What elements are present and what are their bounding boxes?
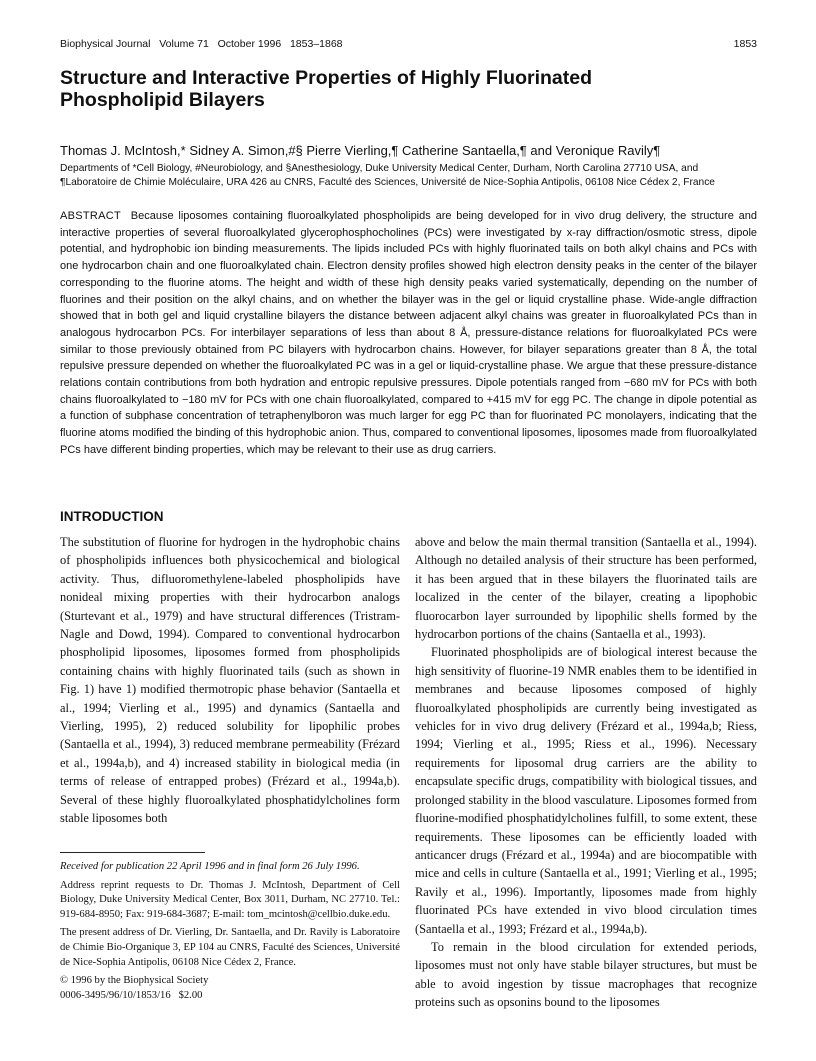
affiliations: Departments of *Cell Biology, #Neurobiology, and §Anesthesiology, Duke University Medical Center, Durham, North Carolina 27710 USA, and ¶Laboratoire de Chimie Moléculaire, URA 426 au CNRS, Faculté des Sciences, Université de Nice-Sophia Antipolis, 06108 Nice Cédex 2, France [60, 163, 715, 188]
footnotes [60, 860, 400, 1007]
reprint-address: Address reprint requests to Dr. Thomas J. McIntosh, Department of Cell Biology, Duke University Medical Center, Box 3011, Durham, NC 27710. Tel.: 919-684-8950; Fax: 919-684-3687; E-mail: tom_mcintosh@cellbio.duke.edu. [60, 879, 400, 920]
article-title: Structure and Interactive Properties of Highly Fluorinated Phospholipid Bilayers [60, 67, 593, 111]
abstract [60, 208, 757, 459]
author-list: Thomas J. McIntosh,* Sidney A. Simon,#§ Pierre Vierling,¶ Catherine Santaella,¶ and Veronique Ravily¶ [60, 143, 661, 158]
right-column [415, 533, 757, 1012]
present-address: The present address of Dr. Vierling, Dr. Santaella, and Dr. Ravily is Laboratoire de Chimie Bio-Organique 3, EP 104 au CNRS, Faculté des Sciences, Université de Nice-Sophia Antipolis, 06108 Nice Cédex 2, France. [60, 927, 400, 968]
article-code: 0006-3495/96/10/1853/16 $2.00 [60, 989, 203, 1001]
running-header [60, 38, 757, 50]
paragraph: To remain in the blood circulation for extended periods, liposomes must not only have stable bilayer structures, but must be able to avoid ingestion by tissue macrophages that recognize proteins such as opsonins bound to the liposomes [415, 939, 757, 1010]
paragraph: above and below the main thermal transition (Santaella et al., 1994). Although no detailed analysis of their structure has been performed, it has been argued that in these bilayers the fluorinated tails are localized in the center of the bilayer, creating a lipophobic fluorocarbon layer surrounded by lipophilic shells formed by the hydrocarbon portions of the chains (Santaella et al., 1993). [415, 535, 757, 642]
copyright: © 1996 by the Biophysical Society [60, 975, 209, 987]
journal-citation: Biophysical Journal Volume 71 October 1996 1853–1868 [60, 38, 343, 50]
section-heading-introduction: INTRODUCTION [60, 509, 164, 524]
page-number: 1853 [733, 38, 757, 50]
abstract-label: ABSTRACT [60, 210, 122, 222]
received-date: Received for publication 22 April 1996 and in final form 26 July 1996. [60, 861, 360, 872]
paragraph: Fluorinated phospholipids are of biological interest because the high sensitivity of fluorine-19 NMR enables them to be identified in membranes and because liposomes composed of highly fluoroalkylated phospholipids are currently being investigated as vehicles for in vivo drug delivery (Frézard et al., 1994a,b; Riess, 1994; Vierling et al., 1995; Riess et al., 1996). Necessary requirements for liposomal drug carriers are the ability to encapsulate specific drugs, compatibility with biological tissues, and prolonged stability in the blood vasculature. Liposomes formed from fluorine-modified phosphatidylcholines fulfill, to some extent, these requirements. These liposomes can be efficiently loaded with anticancer drugs (Frézard et al., 1994a) and are biocompatible with mice and cells in culture (Santaella et al., 1991; Vierling et al., 1995; Ravily et al., 1996). Importantly, liposomes made from highly fluorinated PCs have extended in vivo blood circulation times (Santaella et al., 1993; Frézard et al., 1994a,b). [415, 645, 757, 936]
footnote-divider [60, 852, 205, 853]
abstract-text: Because liposomes containing fluoroalkylated phospholipids are being developed for in vivo drug delivery, the structure and interactive properties of several fluoroalkylated glycerophosphocholines (PCs) were investigated by x-ray diffraction/osmotic stress, dipole potential, and hydrophobic ion binding measurements. The lipids included PCs with highly fluorinated tails on both alkyl chains and PCs with one hydrocarbon chain and one fluoroalkylated chain. Electron density profiles showed high electron density peaks in the center of the bilayer corresponding to the fluorine atoms. The height and width of these high density peaks varied systematically, depending on the number of fluorines and their position on the alkyl chains, and on whether the bilayer was in the gel or liquid crystalline phase. Wide-angle diffraction showed that in both gel and liquid crystalline bilayers the distance between adjacent alkyl chains was greater in fluoroalkylated PCs than in analogous hydrocarbon PCs. For interbilayer separations of less than about 8 Å, pressure-distance relations for fluoroalkylated PCs were similar to those previously obtained from PC bilayers with hydrocarbon chains. However, for bilayer separations greater than 8 Å, the total repulsive pressure depended on whether the fluoroalkylated PC was in a gel or liquid-crystalline phase. We argue that these pressure-distance relations contain contributions from both hydration and entropic repulsive pressures. Dipole potentials ranged from −680 mV for PCs with both chains fluoroalkylated to −180 mV for PCs with one chain fluoroalkylated, compared to +415 mV for egg PC. The change in dipole potential as a function of subphase concentration of tetraphenylboron was much larger for egg PC than for fluorinated PC monolayers, indicating that the fluorine atoms modified the binding of this hydrophobic anion. Thus, compared to conventional liposomes, liposomes made from fluoroalkylated PCs have different binding properties, which may be relevant to their use as drug carriers. [60, 210, 757, 456]
left-column [60, 533, 400, 828]
paragraph: The substitution of fluorine for hydrogen in the hydrophobic chains of phospholipids influences both physicochemical and biological activity. Thus, difluoromethylene-labeled phospholipids have nonideal mixing properties with their hydrocarbon analogs (Sturtevant et al., 1979) and have structural differences (Tristram-Nagle and Dowd, 1994). Compared to conventional hydrocarbon phospholipid liposomes, liposomes formed from phospholipids containing chains with highly fluorinated tails (such as shown in Fig. 1) have 1) modified thermotropic phase behavior (Santaella et al., 1994; Vierling et al., 1995) and dynamics (Santaella and Vierling, 1995), 2) reduced solubility for lipophilic probes (Santaella et al., 1994), 3) reduced membrane permeability (Frézard et al., 1994a,b), and 4) increased stability in biological media (in terms of release of entrapped probes) (Frézard et al., 1994a,b). Several of these highly fluoroalkylated phosphatidylcholines form stable liposomes both [60, 535, 400, 826]
